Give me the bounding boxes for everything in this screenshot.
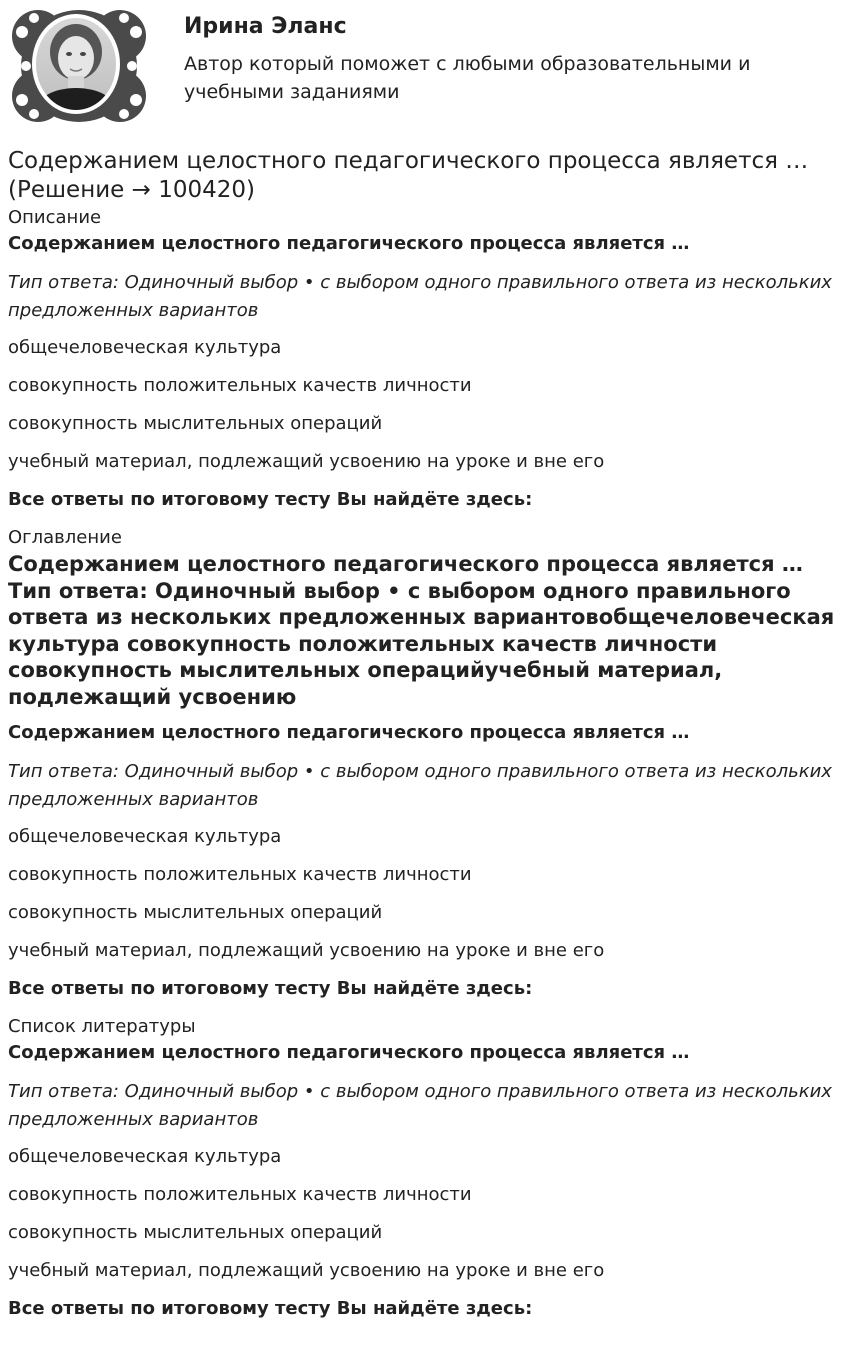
answer-option: совокупность мыслительных операций (8, 902, 383, 923)
main-content (8, 147, 840, 1334)
answer-option: общечеловеческая культура (8, 1146, 282, 1167)
answer-type: Тип ответа: Одиночный выбор • с выбором одного правильного ответа из нескольких предложенных вариантов (8, 1081, 832, 1130)
answer-type: Тип ответа: Одиночный выбор • с выбором одного правильного ответа из нескольких предложенных вариантов (8, 272, 832, 321)
author-avatar (8, 6, 150, 126)
literature-section (8, 1014, 840, 1322)
answer-option: совокупность положительных качеств личности (8, 375, 472, 396)
answer-option: учебный материал, подлежащий усвоению на уроке и вне его (8, 1260, 605, 1281)
answer-option: совокупность мыслительных операций (8, 1222, 383, 1243)
answer-option: учебный материал, подлежащий усвоению на уроке и вне его (8, 451, 605, 472)
section-label-toc: Оглавление (8, 527, 122, 548)
description-section (8, 205, 840, 513)
answer-option: учебный материал, подлежащий усвоению на уроке и вне его (8, 940, 605, 961)
answer-option: совокупность положительных качеств личности (8, 864, 472, 885)
toc-heading: Содержанием целостного педагогического процесса является …Тип ответа: Одиночный выбор • с выбором одного правильного ответа из нескольких предложенных вариантовобщечеловеческая культура совокупность положительных качеств личности совокупность мыслительных операцийучебный материал, подлежащий усвоению (8, 552, 835, 709)
answer-option: совокупность положительных качеств личности (8, 1184, 472, 1205)
author-description: Автор который поможет с любыми образовательными и учебными заданиями (184, 53, 751, 103)
toc-section (8, 525, 840, 1002)
section-label-literature: Список литературы (8, 1016, 196, 1037)
question-text: Содержанием целостного педагогического процесса является … (8, 722, 690, 743)
answer-type: Тип ответа: Одиночный выбор • с выбором одного правильного ответа из нескольких предложенных вариантов (8, 761, 832, 810)
question-text: Содержанием целостного педагогического процесса является … (8, 233, 690, 254)
answer-option: общечеловеческая культура (8, 826, 282, 847)
all-answers-text: Все ответы по итоговому тесту Вы найдёте здесь: (8, 1298, 533, 1319)
section-label-description: Описание (8, 207, 102, 228)
author-card (8, 6, 838, 128)
question-text: Содержанием целостного педагогического процесса является … (8, 1042, 690, 1063)
answer-option: общечеловеческая культура (8, 337, 282, 358)
all-answers-text: Все ответы по итоговому тесту Вы найдёте здесь: (8, 489, 533, 510)
author-name: Ирина Эланс (184, 14, 347, 39)
all-answers-text: Все ответы по итоговому тесту Вы найдёте здесь: (8, 978, 533, 999)
page-title: Содержанием целостного педагогического процесса является … (Решение → 100420) (8, 148, 809, 203)
answer-option: совокупность мыслительных операций (8, 413, 383, 434)
